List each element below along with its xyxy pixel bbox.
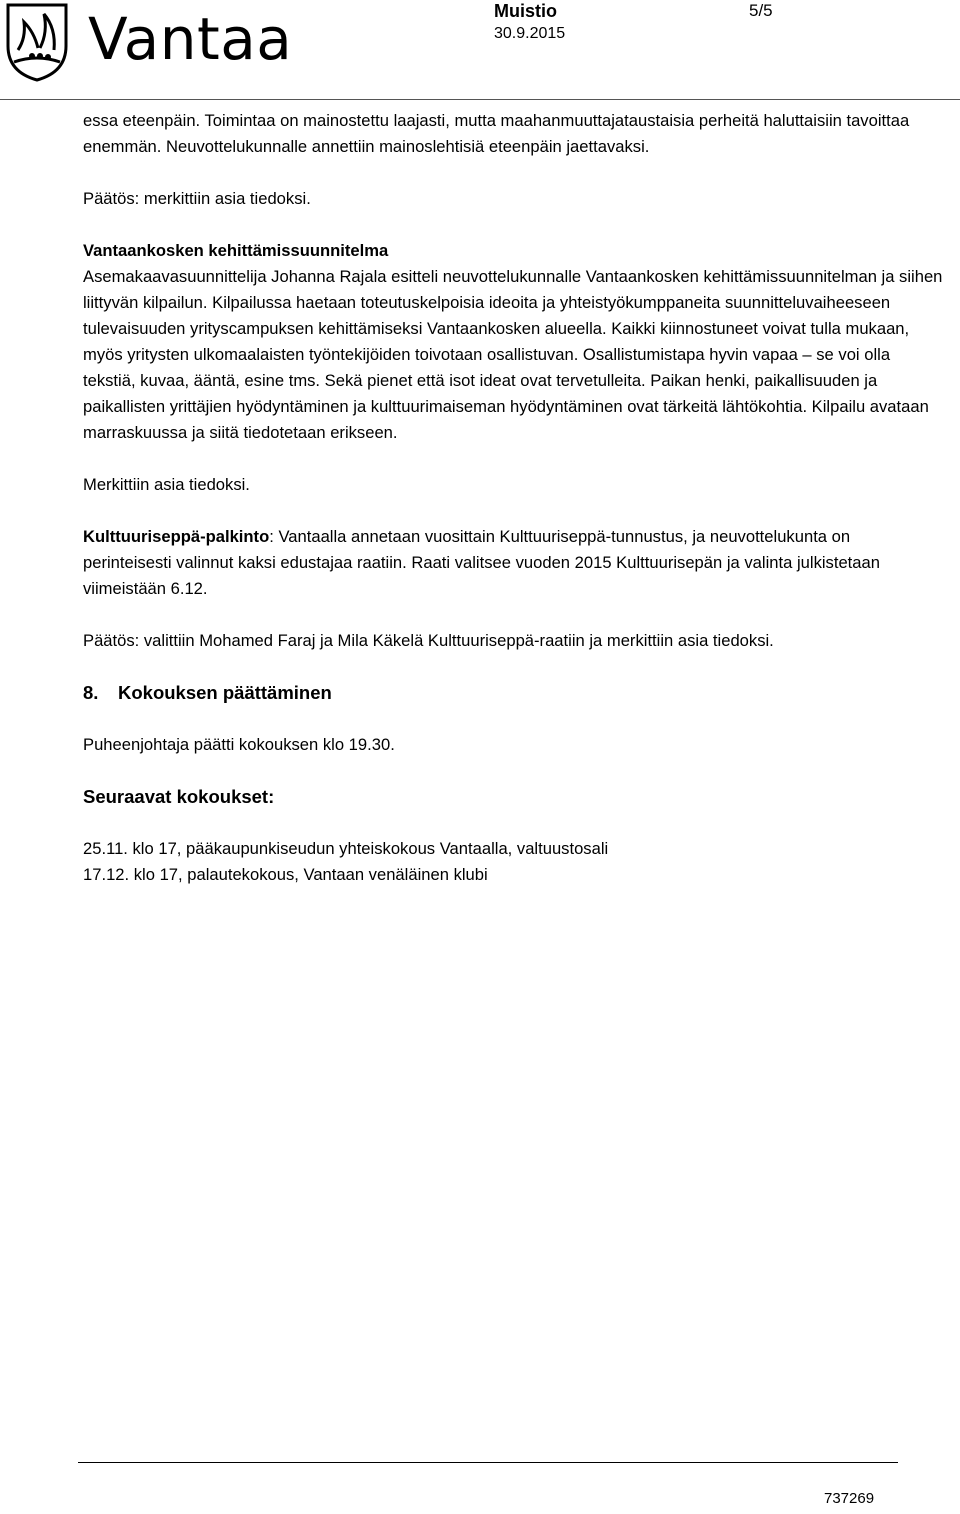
page-header — [0, 0, 960, 100]
section-title: Kokouksen päättäminen — [118, 682, 332, 703]
header-divider — [0, 99, 960, 100]
footer-divider — [78, 1462, 898, 1463]
paragraph-continuation: essa eteenpäin. Toimintaa on mainostettu laajasti, mutta maahanmuuttajataustaisia perheitä haluttaisiin tavoittaa enemmän. Neuvottelukunnalle annettiin mainoslehtisiä eteenpäin jaettavaksi. — [83, 111, 910, 156]
paragraph-kulttuuriseppa — [83, 524, 943, 602]
section-heading-vantaankoski: Vantaankosken kehittämissuunnitelma — [83, 241, 389, 260]
page-number: 5/5 — [749, 1, 773, 20]
paragraph-vantaankoski: Asemakaavasuunnittelija Johanna Rajala esitteli neuvottelukunnalle Vantaankosken kehittämissuunnitelman ja siihen liittyvän kilpailun. Kilpailussa haetaan toteutuskelpoisia ideoita ja yhteistyökumppaneita suunnitteluvaiheeseen tulevaisuuden yrityscampuksen kehittämiseksi Vantaankosken alueella. Kaikki kiinnostuneet voivat tulla mukaan, myös yritysten ulkomaalaisten työntekijöiden toivotaan osallistuvan. Osallistumistapa hyvin vapaa – se voi olla tekstiä, kuvaa, ääntä, esine tms. Sekä pienet että isot ideat ovat tervetulleita. Paikan henki, paikallisuuden ja paikallisten yrittäjien hyödyntäminen ja kulttuurimaiseman hyödyntäminen ovat tärkeitä lähtökohtia. Kilpailu avataan marraskuussa ja siitä tiedotetaan erikseen. — [83, 267, 943, 442]
section-heading-8 — [83, 680, 943, 706]
kulttuuriseppa-text: : Vantaalla annetaan vuosittain Kulttuuriseppä-tunnustus, ja neuvottelukunta on perinteisesti valinnut kaksi edustajaa raatiin. Raati valitsee vuoden 2015 Kulttuurisepän ja valinta julkistetaan viimeistään 6.12. — [83, 527, 880, 598]
kulttuuriseppa-heading: Kulttuuriseppä-palkinto — [83, 527, 270, 546]
closing-paragraph: Puheenjohtaja päätti kokouksen klo 19.30. — [83, 735, 395, 754]
document-body — [83, 108, 943, 888]
document-title: Muistio — [494, 1, 557, 21]
vantaa-crest-icon — [4, 2, 70, 82]
decision-paragraph: Päätös: merkittiin asia tiedoksi. — [83, 189, 311, 208]
paragraph-noted: Merkittiin asia tiedoksi. — [83, 475, 250, 494]
vantaa-wordmark: Vantaa — [88, 5, 293, 73]
meeting-item: 17.12. klo 17, palautekokous, Vantaan venäläinen klubi — [83, 865, 488, 884]
document-date: 30.9.2015 — [494, 25, 566, 42]
next-meetings-heading: Seuraavat kokoukset: — [83, 786, 275, 807]
meeting-item: 25.11. klo 17, pääkaupunkiseudun yhteiskokous Vantaalla, valtuustosali — [83, 839, 609, 858]
document-id: 737269 — [824, 1490, 875, 1507]
section-number: 8. — [83, 682, 99, 703]
decision-raati-paragraph: Päätös: valittiin Mohamed Faraj ja Mila Käkelä Kulttuuriseppä-raatiin ja merkittiin asia tiedoksi. — [83, 631, 774, 650]
